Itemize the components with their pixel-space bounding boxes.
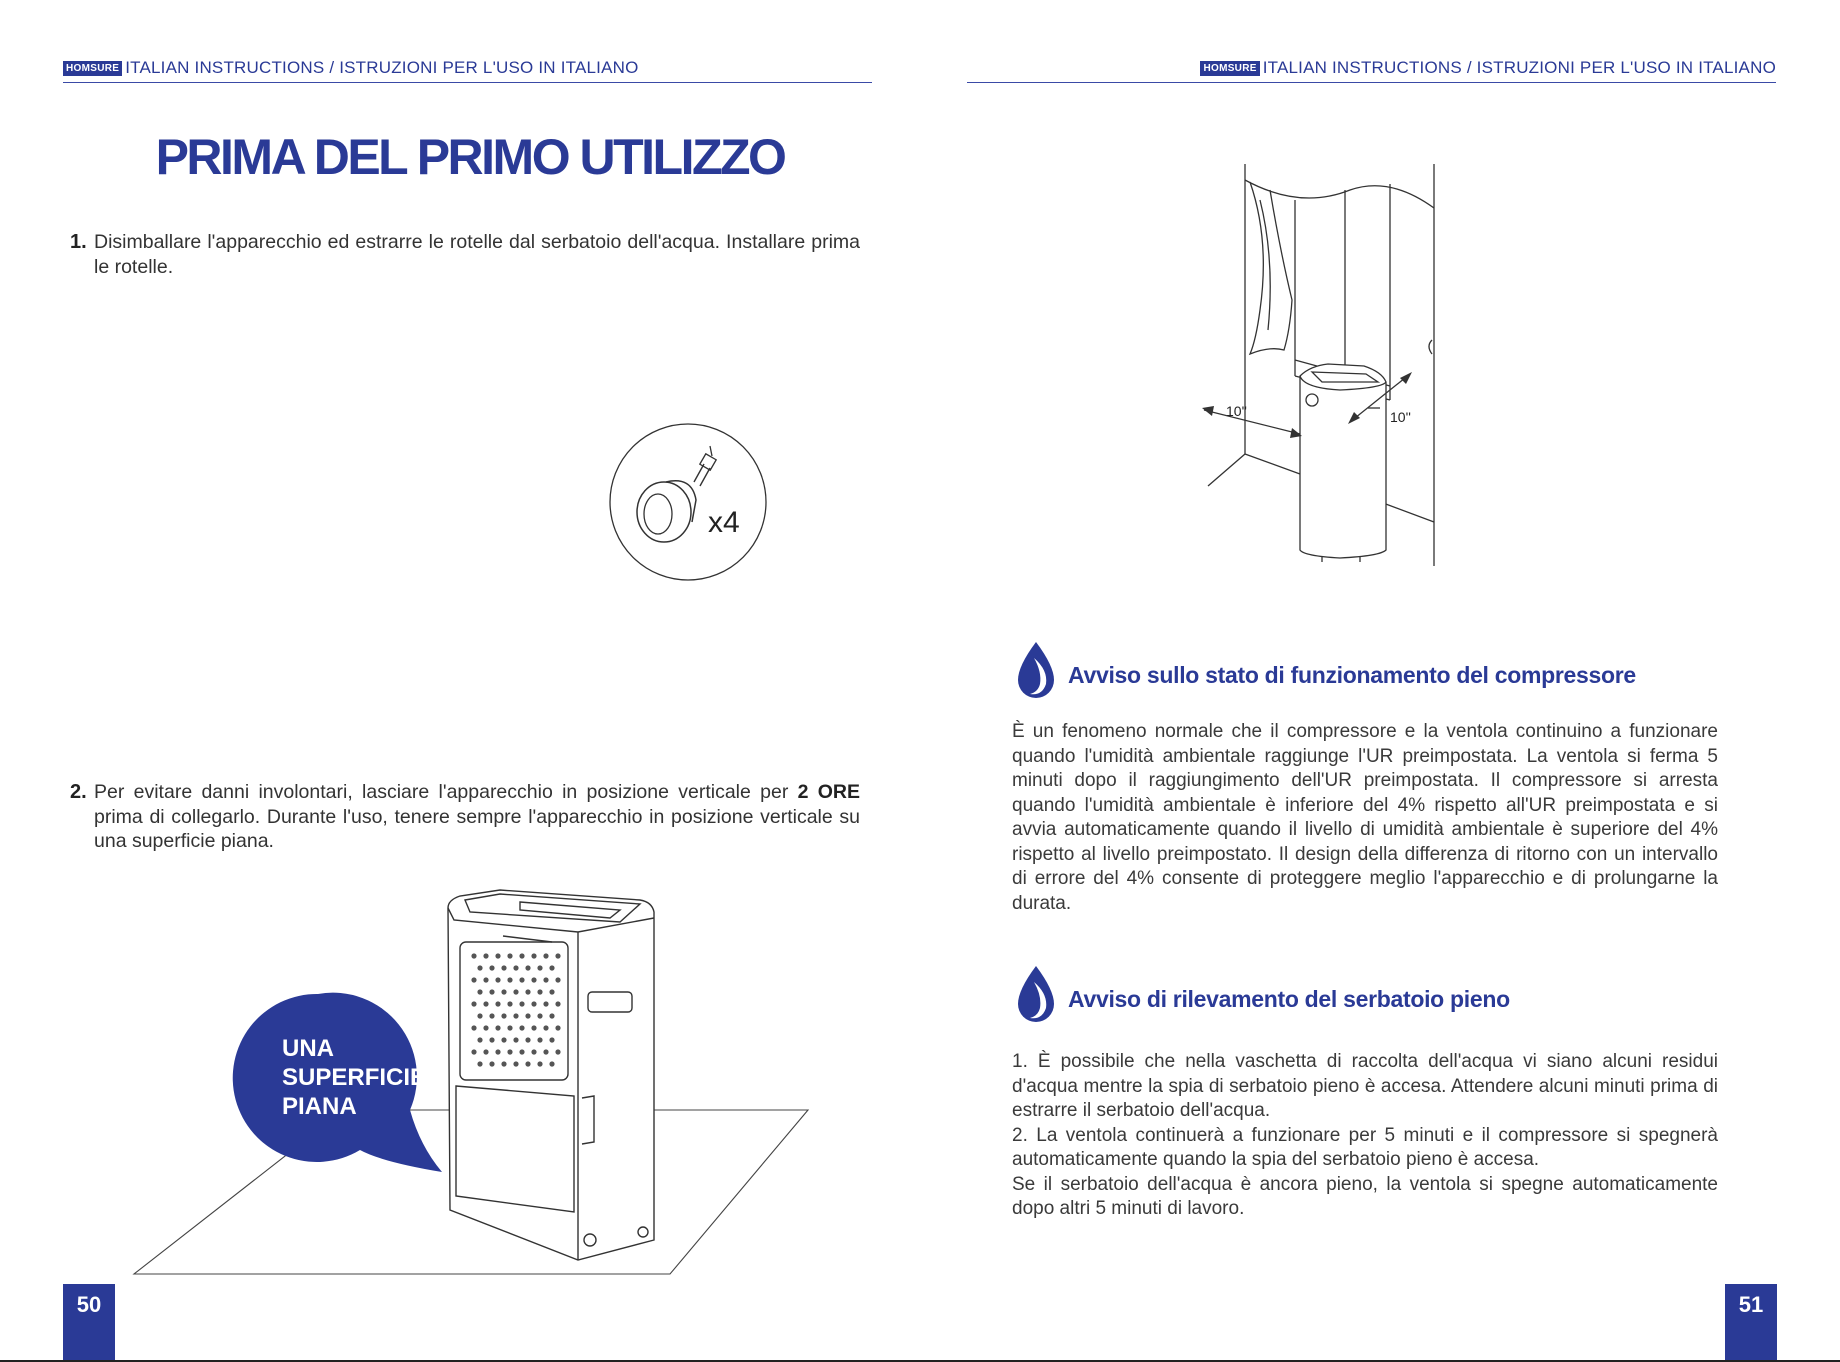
page-title: PRIMA DEL PRIMO UTILIZZO [155,129,785,185]
paragraph-line: 1. È possibile che nella vaschetta di raccolta dell'acqua vi siano alcuni residui d'acqua mentre la spia di serbatoio pieno è accesa. Attendere alcuni minuti prima di estrarre il serbatoio dell'acqua. [1012,1051,1718,1121]
caster-count-label: x4 [708,506,740,539]
section-compressor-notice-header [1012,640,1732,700]
clearance-label-left: 10'' [1226,403,1247,419]
section-title: Avviso sullo stato di funzionamento del compressore [1068,662,1636,688]
step-2 [70,780,860,854]
svg-text:UNA: UNA [282,1035,334,1062]
step-text: Per evitare danni involontari, lasciare l'apparecchio in posizione verticale per 2 ORE prima di collegarlo. Durante l'uso, tenere sempre l'apparecchio in posizione verticale su una superficie piana. [94,781,860,852]
step-text: Disimballare l'apparecchio ed estrarre le rotelle dal serbatoio dell'acqua. Installare prima le rotelle. [94,231,860,278]
page-number-left: 50 [63,1284,115,1362]
step-number: 1. [70,231,87,253]
step-1 [70,230,860,279]
full-tank-notice-text [1012,1050,1718,1222]
page-header-right [967,58,1776,83]
step-number: 2. [70,781,87,803]
header-text: ITALIAN INSTRUCTIONS / ISTRUZIONI PER L'USO IN ITALIANO [125,58,639,77]
brand-logo: HOMSURE [63,61,122,76]
svg-text:SUPERFICIE: SUPERFICIE [282,1064,427,1091]
caster-wheel-illustration [606,420,770,584]
flat-surface-bubble [233,993,442,1172]
section-full-tank-notice-header [1012,964,1732,1024]
section-title: Avviso di rilevamento del serbatoio pieno [1068,986,1510,1012]
page-number-right: 51 [1725,1284,1777,1362]
compressor-notice-text: È un fenomeno normale che il compressore e la ventola continuino a funzionare quando l'umidità ambientale raggiunge l'UR preimpostata. La ventola si ferma 5 minuti dopo il raggiungimento dell'UR preimpostata. Il compressore si arresta quando l'umidità ambientale è inferiore del 4% rispetto all'UR preimpostata e si avvia automaticamente quando il livello di umidità ambientale è superiore del 4% rispetto al livello preimpostato. Il design della differenza di ritorno con un intervallo di errore del 4% consente di proteggere meglio l'apparecchio e di prolungarne la durata. [1012,721,1718,914]
svg-text:PIANA: PIANA [282,1093,357,1120]
header-text: ITALIAN INSTRUCTIONS / ISTRUZIONI PER L'USO IN ITALIANO [1262,58,1776,77]
duration-highlight: 2 ORE [797,781,860,803]
paragraph-line: 2. La ventola continuerà a funzionare per 5 minuti e il compressore si spegnerà automaticamente quando la spia del serbatoio pieno è accesa. [1012,1124,1718,1170]
dehumidifier-on-surface-illustration [120,860,820,1280]
paragraph-line: Se il serbatoio dell'acqua è ancora pieno, la ventola si spegne automaticamente dopo altri 5 minuti di lavoro. [1012,1173,1718,1219]
brand-logo: HOMSURE [1200,61,1259,76]
room-clearance-illustration [1200,160,1470,580]
page-header-left [63,58,872,83]
water-drop-icon [1012,964,1060,1024]
right-page [920,0,1840,1362]
clearance-label-right: 10'' [1390,409,1411,425]
water-drop-icon [1012,640,1060,700]
